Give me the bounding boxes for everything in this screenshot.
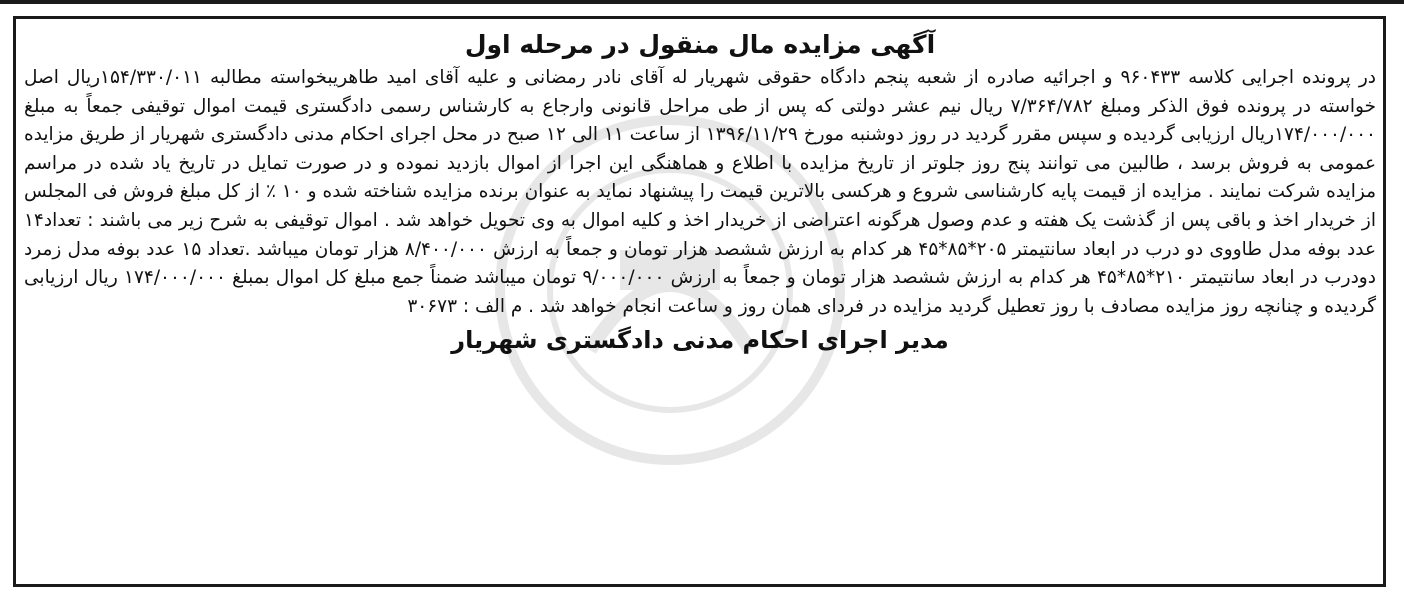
notice-signature: مدیر اجرای احکام مدنی دادگستری شهریار <box>451 326 949 355</box>
notice-body: در پرونده اجرایی کلاسه ۹۶۰۴۳۳ و اجرائیه صادره از شعبه پنجم دادگاه حقوقی شهریار له آقای نادر رمضانی و علیه آقای امید طاهریبخواسته مطالبه ۱۵۴/۳۳۰/۰۱۱ریال اصل خواسته در پرونده فوق الذکر ومبلغ ۷/۳۶۴/۷۸۲ ریال نیم عشر دولتی که پس از طی مراحل قانونی وارجاع به کارشناس رسمی دادگستری قیمت اموال توقیفی جمعاً به مبلغ ۱۷۴/۰۰۰/۰۰۰ریال ارزیابی گردیده و سپس مقرر گردید در روز دوشنبه مورخ ۱۳۹۶/۱۱/۲۹ از ساعت ۱۱ الی ۱۲ صبح در محل اجرای احکام مدنی دادگستری شهریار از طریق مزایده عمومی به فروش برسد ، طالبین می توانند پنج روز جلوتر از تاریخ مزایده با اطلاع و هماهنگی این اجرا از اموال بازدید نموده و در صورت تمایل در تاریخ یاد شده در مراسم مزایده شرکت نمایند . مزایده از قیمت پایه کارشناسی شروع و هرکسی بالاترین قیمت را پیشنهاد نماید به عنوان برنده مزایده شناخته شده و ۱۰ ٪ از کل مبلغ فروش فی المجلس از خریدار اخذ و باقی پس از گذشت یک هفته و عدم وصول هرگونه اعتراضی از خریدار اخذ و کلیه اموال به وی تحویل خواهد شد . اموال توقیفی به شرح زیر می باشند : تعداد۱۴ عدد بوفه مدل طاووی دو درب در ابعاد سانتیمتر ۲۰۵*۸۵*۴۵ هر کدام به ارزش ششصد هزار تومان و جمعاً به ارزش ۸/۴۰۰/۰۰۰ هزار تومان میباشد .تعداد ۱۵ عدد بوفه مدل زمرد دودرب در ابعاد سانتیمتر ۲۱۰*۸۵*۴۵ هر کدام به ارزش ششصد هزار تومان و جمعاً به ارزش ۹/۰۰۰/۰۰۰ تومان میباشد ضمناً جمع مبلغ کل اموال بمبلغ ۱۷۴/۰۰۰/۰۰۰ ریال ارزیابی گردیده و چنانچه روز مزایده مصادف با روز تعطیل گردید مزایده در فردای همان روز و ساعت انجام خواهد شد . م الف : ۳۰۶۷۳ <box>24 67 1376 317</box>
notice-title: آگهی مزایده مال منقول در مرحله اول <box>464 30 936 59</box>
auction-notice <box>24 28 1376 357</box>
top-rule <box>0 0 1404 4</box>
